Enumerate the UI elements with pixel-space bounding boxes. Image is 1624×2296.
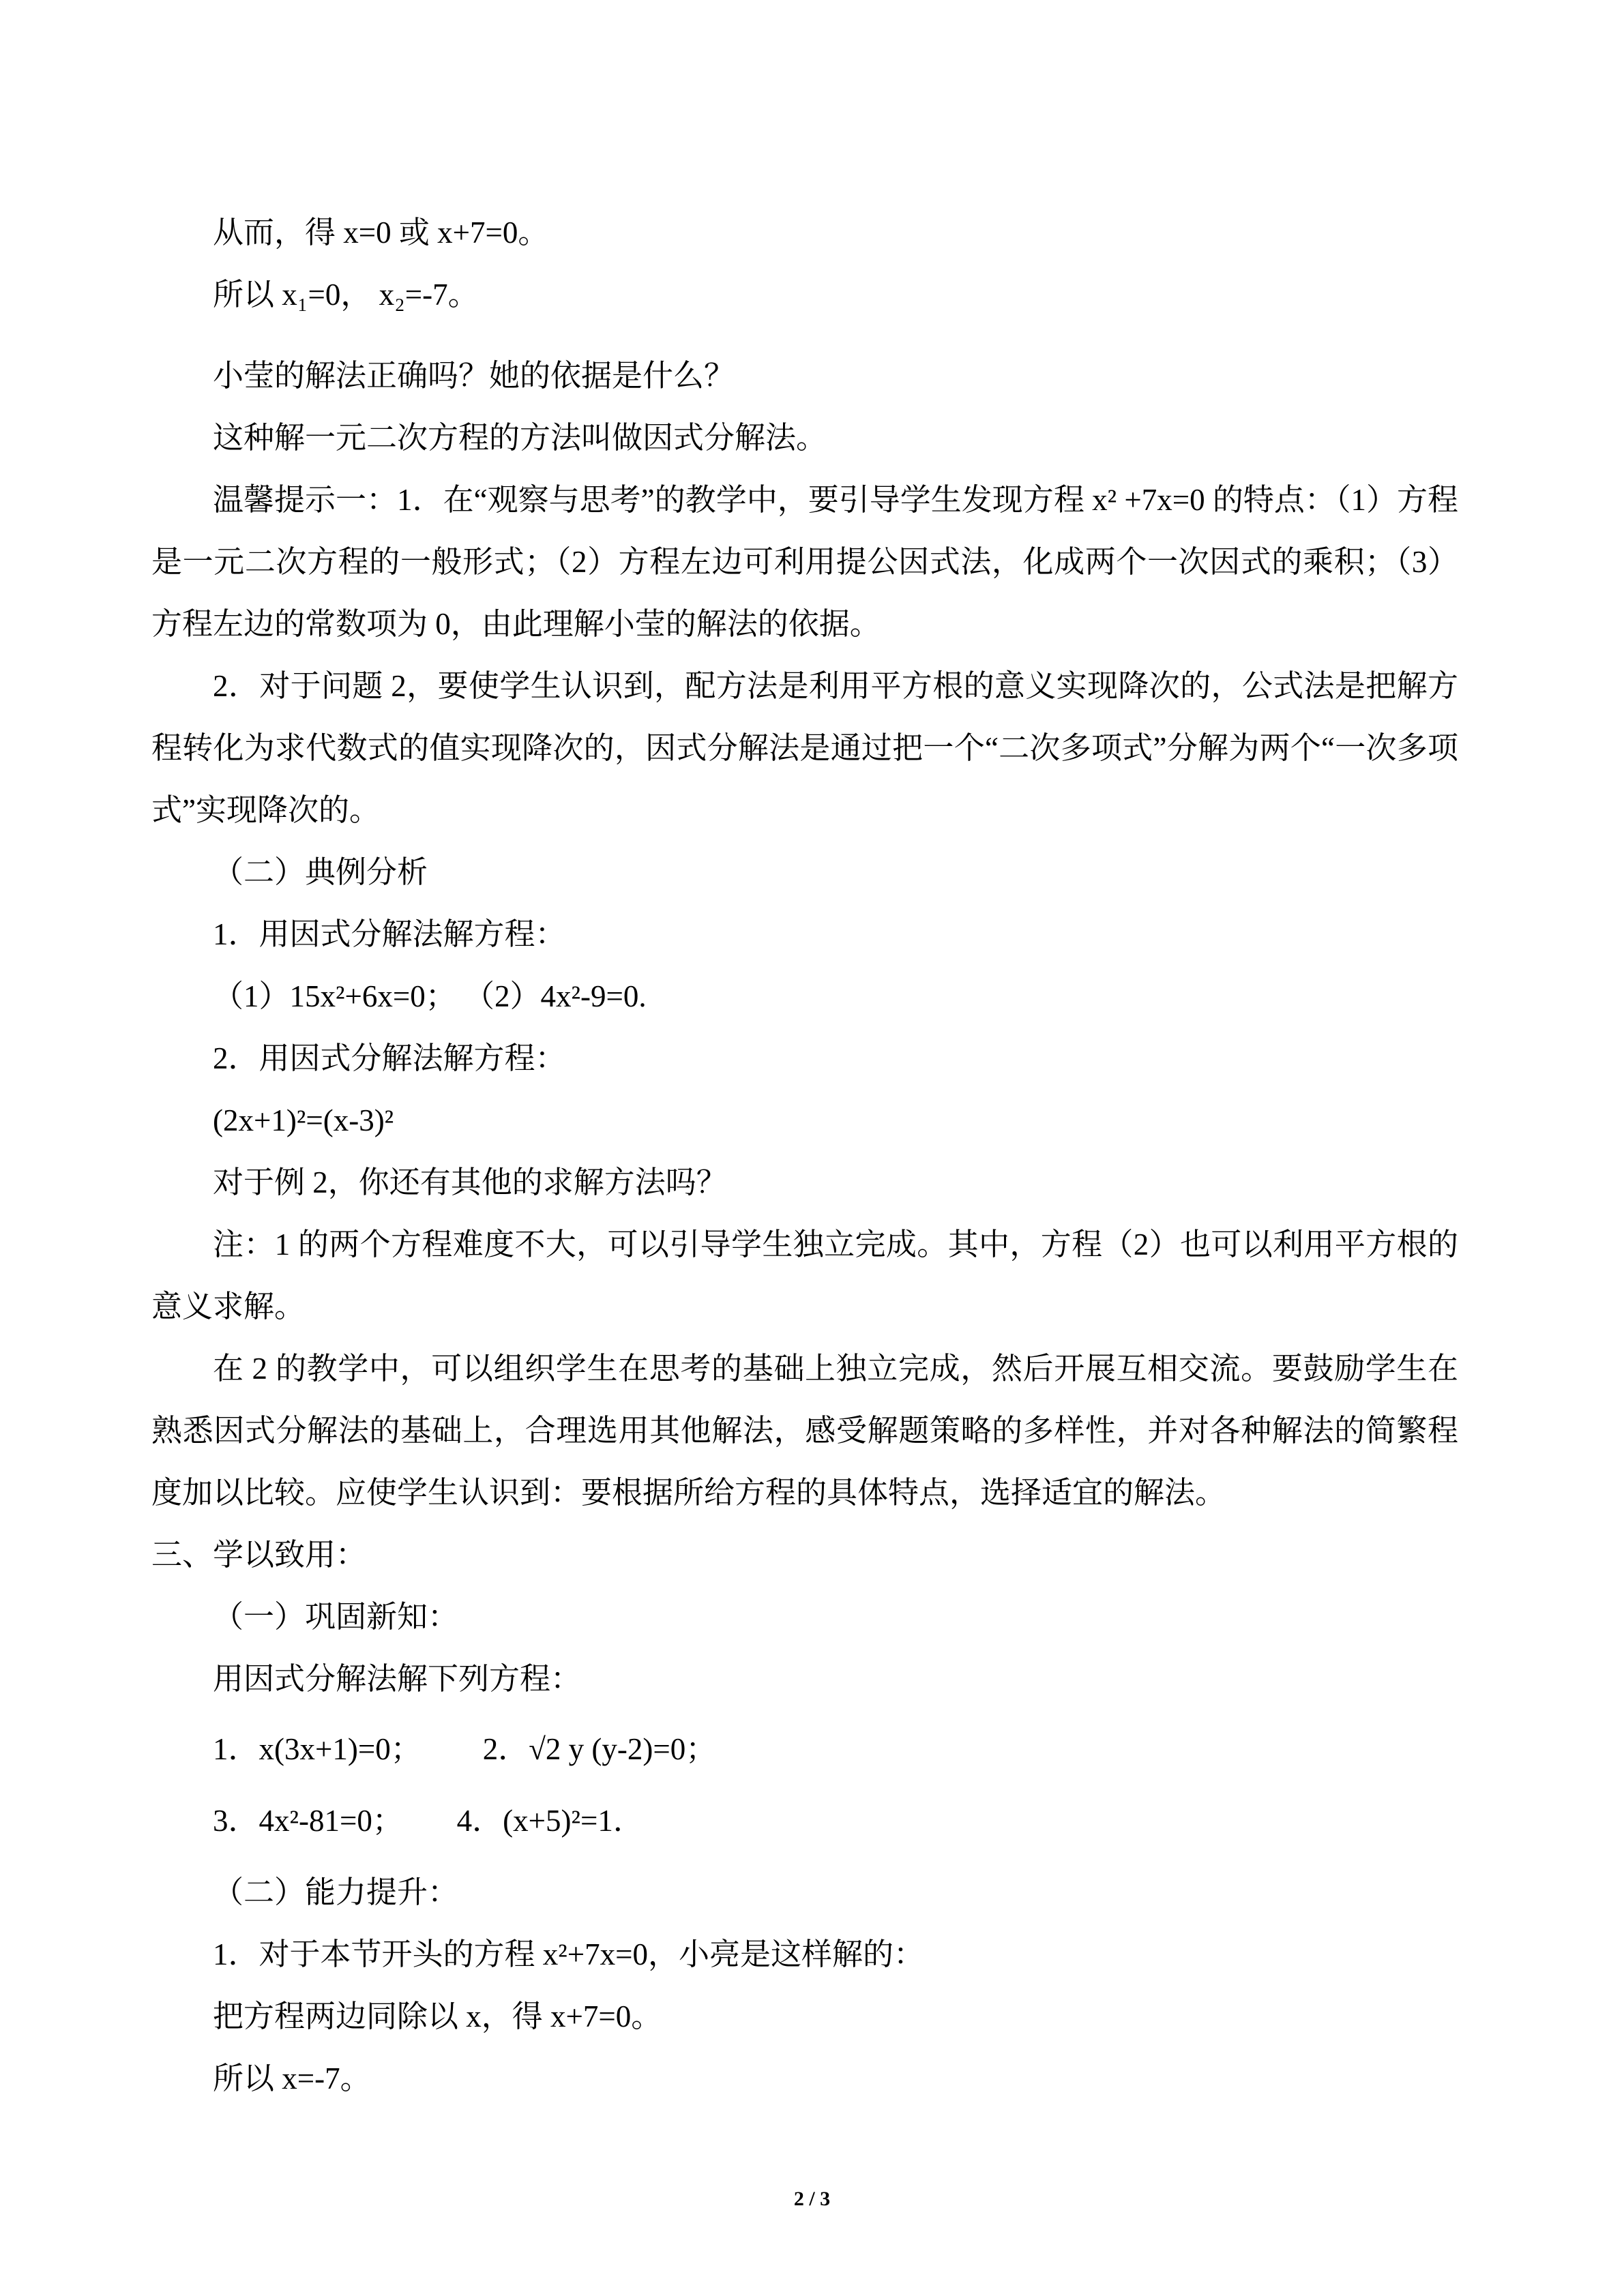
section-heading-consolidate: （一）巩固新知： <box>213 1600 459 1634</box>
paragraph: 2．对于问题 2，要使学生认识到，配方法是利用平方根的意义实现降次的，公式法是把解方程转化为求代数式的值实现降次的，因式分解法是通过把一个“二次多项式”分解为两个“一次多项式”实现降次的。 <box>151 669 1458 827</box>
paragraph: 从而，得 x=0 或 x+7=0。 <box>213 215 549 250</box>
paragraph-exercise-1-2: 1．x(3x+1)=0； 2．√2 y (y-2)=0； <box>213 1732 717 1766</box>
paragraph: 小莹的解法正确吗？她的依据是什么？ <box>213 359 735 393</box>
paragraph: 用因式分解法解下列方程： <box>213 1662 582 1696</box>
page-number: 2 / 3 <box>793 2188 831 2210</box>
section-heading-improve: （二）能力提升： <box>213 1875 459 1909</box>
document-body <box>151 202 1458 2110</box>
paragraph-note: 注：1 的两个方程难度不大，可以引导学生独立完成。其中，方程（2）也可以利用平方根的意义求解。 <box>151 1227 1458 1324</box>
paragraph-equations: （1）15x²+6x=0； （2）4x²-9=0. <box>213 979 647 1013</box>
paragraph-equation: (2x+1)²=(x-3)² <box>213 1103 394 1137</box>
paragraph-solution-roots: 所以 x₁=0， x₂=-7。 <box>213 278 479 312</box>
paragraph: 所以 x=-7。 <box>213 2061 371 2096</box>
paragraph: 2．用因式分解法解方程： <box>213 1041 566 1075</box>
page-footer <box>0 2186 1624 2213</box>
paragraph: 把方程两边同除以 x，得 x+7=0。 <box>213 1999 662 2033</box>
paragraph-teaching-tip: 温馨提示一：1．在“观察与思考”的教学中，要引导学生发现方程 x² +7x=0 的特点：（1）方程是一元二次方程的一般形式；（2）方程左边可利用提公因式法，化成两个一次因式的乘积；（3）方程左边的常数项为 0，由此理解小莹的解法的依据。 <box>151 483 1458 641</box>
paragraph: 在 2 的教学中，可以组织学生在思考的基础上独立完成，然后开展互相交流。要鼓励学生在熟悉因式分解法的基础上，合理选用其他解法，感受解题策略的多样性，并对各种解法的简繁程度加以比较。应使学生认识到：要根据所给方程的具体特点，选择适宜的解法。 <box>151 1352 1458 1510</box>
paragraph: 1．对于本节开头的方程 x²+7x=0，小亮是这样解的： <box>213 1937 924 1971</box>
paragraph: 1．用因式分解法解方程： <box>213 917 566 951</box>
section-heading-apply: 三、学以致用： <box>151 1538 367 1572</box>
paragraph: 对于例 2，你还有其他的求解方法吗？ <box>213 1165 727 1199</box>
section-heading-example-analysis: （二）典例分析 <box>213 855 428 889</box>
paragraph: 这种解一元二次方程的方法叫做因式分解法。 <box>213 421 827 455</box>
paragraph-exercise-3-4: 3．4x²-81=0； 4．(x+5)²=1． <box>213 1804 644 1838</box>
